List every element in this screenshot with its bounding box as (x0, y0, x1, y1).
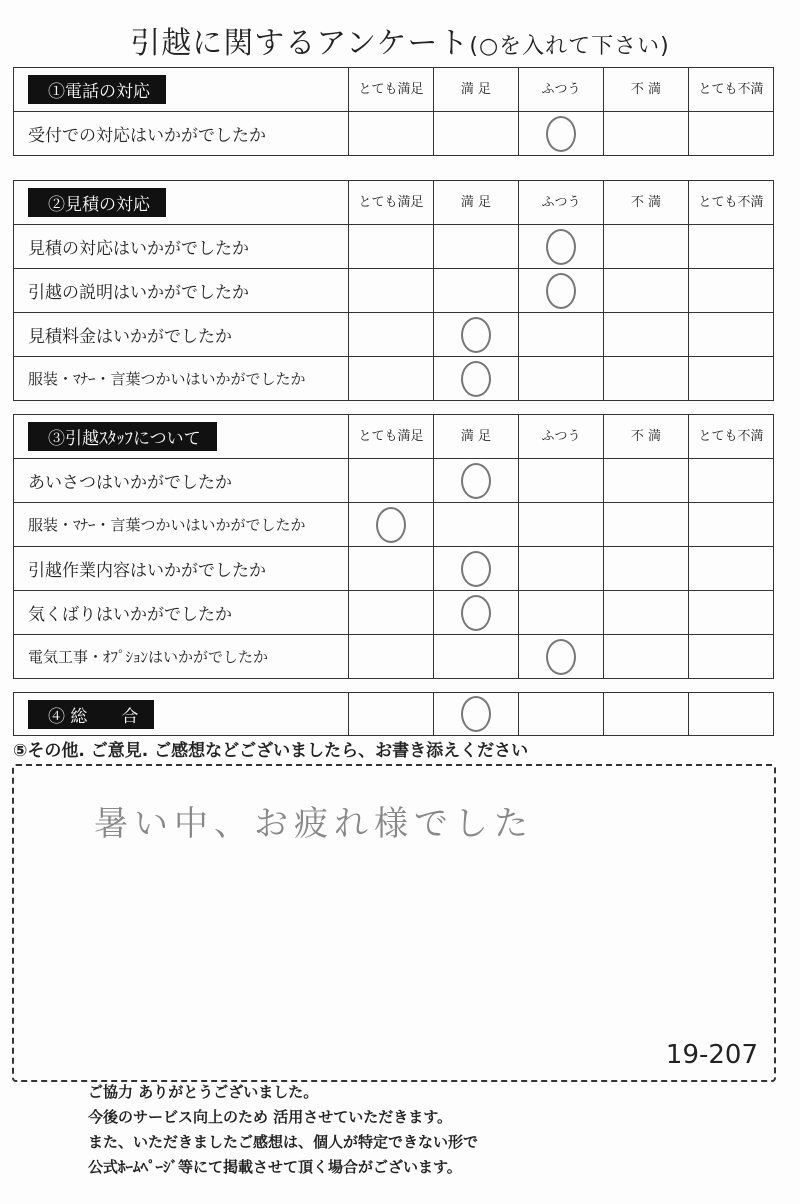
circle-mark (546, 639, 576, 675)
handwritten-comment: 暑い中、お疲れ様でした (94, 804, 534, 844)
scale-label: 満 足 (434, 68, 519, 112)
rating-cell[interactable] (434, 269, 519, 313)
rating-cell[interactable] (434, 313, 519, 357)
question-row (14, 635, 774, 679)
section-header-row (14, 693, 774, 736)
circle-mark (461, 317, 491, 353)
rating-cell[interactable] (689, 357, 774, 401)
scale-label: とても不満 (689, 181, 774, 225)
section-heading-cell (14, 693, 349, 736)
scale-label: 不 満 (604, 68, 689, 112)
circle-mark (546, 229, 576, 265)
scale-label: とても満足 (349, 415, 434, 459)
rating-cell[interactable] (604, 112, 689, 156)
question-row (14, 269, 774, 313)
rating-cell[interactable] (689, 635, 774, 679)
question-row (14, 225, 774, 269)
scale-label: ふつう (519, 68, 604, 112)
scale-label: ふつう (519, 415, 604, 459)
rating-cell[interactable] (689, 503, 774, 547)
rating-cell[interactable] (349, 459, 434, 503)
question-text: 見積料金はいかがでしたか (14, 313, 349, 357)
rating-cell[interactable] (689, 313, 774, 357)
footer-line: ご協力 ありがとうございました。 (88, 1083, 319, 1101)
scale-label: 不 満 (604, 181, 689, 225)
question-row (14, 503, 774, 547)
question-text: 服装・ﾏﾅｰ・言葉つかいはいかがでしたか (14, 357, 349, 401)
section-heading: ④ 総 合 (28, 700, 154, 729)
section-table (13, 414, 774, 679)
scale-label: ふつう (519, 181, 604, 225)
scale-label: とても満足 (349, 68, 434, 112)
rating-cell[interactable] (604, 693, 689, 736)
circle-mark (461, 696, 491, 732)
rating-cell[interactable] (689, 591, 774, 635)
scale-label: とても満足 (349, 181, 434, 225)
section-heading-cell (14, 181, 349, 225)
rating-cell[interactable] (519, 269, 604, 313)
rating-cell[interactable] (519, 459, 604, 503)
question-text: 気くばりはいかがでしたか (14, 591, 349, 635)
page-title (0, 18, 800, 62)
footer-line: 公式ﾎｰﾑﾍﾟｰｼﾞ等にて掲載させて頂く場合がございます。 (88, 1158, 462, 1176)
question-row (14, 547, 774, 591)
rating-cell[interactable] (349, 547, 434, 591)
rating-cell[interactable] (604, 591, 689, 635)
rating-cell[interactable] (349, 269, 434, 313)
title-note: (○を入れて下さい) (469, 34, 670, 59)
rating-cell[interactable] (349, 225, 434, 269)
rating-cell[interactable] (434, 693, 519, 736)
rating-cell[interactable] (604, 313, 689, 357)
question-text: 服装・ﾏﾅｰ・言葉つかいはいかがでしたか (14, 503, 349, 547)
scale-label: 満 足 (434, 181, 519, 225)
section-heading: ①電話の対応 (28, 75, 166, 104)
rating-cell[interactable] (349, 635, 434, 679)
rating-cell[interactable] (519, 591, 604, 635)
rating-cell[interactable] (689, 693, 774, 736)
rating-cell[interactable] (689, 459, 774, 503)
rating-cell[interactable] (519, 357, 604, 401)
section-header-row (14, 415, 774, 459)
rating-cell[interactable] (434, 112, 519, 156)
scale-label: 満 足 (434, 415, 519, 459)
rating-cell[interactable] (689, 547, 774, 591)
rating-cell[interactable] (519, 547, 604, 591)
rating-cell[interactable] (434, 547, 519, 591)
question-text: 引越作業内容はいかがでしたか (14, 547, 349, 591)
footer-note (88, 1080, 478, 1180)
circle-mark (461, 595, 491, 631)
rating-cell[interactable] (434, 503, 519, 547)
footer-line: 今後のサービス向上のため 活用させていただきます。 (88, 1108, 453, 1126)
scale-label: とても不満 (689, 415, 774, 459)
question-row (14, 112, 774, 156)
rating-cell[interactable] (519, 635, 604, 679)
section-header-row (14, 181, 774, 225)
comments-label: ⑤その他. ご意見. ご感想などございましたら、お書き添えください (13, 741, 529, 761)
question-row (14, 459, 774, 503)
circle-mark (546, 273, 576, 309)
title-text: 引越に関するアンケート (130, 26, 470, 61)
comments-box[interactable] (12, 764, 776, 1082)
rating-cell[interactable] (349, 591, 434, 635)
question-text: 電気工事・ｵﾌﾟｼｮﾝはいかがでしたか (14, 635, 349, 679)
section-heading-cell (14, 68, 349, 112)
question-text: あいさつはいかがでしたか (14, 459, 349, 503)
circle-mark (461, 361, 491, 397)
rating-cell[interactable] (434, 459, 519, 503)
question-row (14, 591, 774, 635)
rating-cell[interactable] (519, 313, 604, 357)
question-text: 見積の対応はいかがでしたか (14, 225, 349, 269)
rating-cell[interactable] (434, 225, 519, 269)
section-heading-cell (14, 415, 349, 459)
section-table (13, 67, 774, 156)
rating-cell[interactable] (519, 693, 604, 736)
rating-cell[interactable] (434, 635, 519, 679)
rating-cell[interactable] (434, 591, 519, 635)
section-table (13, 180, 774, 401)
rating-cell[interactable] (604, 635, 689, 679)
circle-mark (376, 507, 406, 543)
rating-cell[interactable] (519, 225, 604, 269)
circle-mark (461, 551, 491, 587)
footer-line: また、いただきましたご感想は、個人が特定できない形で (88, 1133, 479, 1151)
rating-cell[interactable] (519, 112, 604, 156)
rating-cell[interactable] (349, 357, 434, 401)
section-heading: ②見積の対応 (28, 188, 166, 217)
rating-cell[interactable] (689, 225, 774, 269)
rating-cell[interactable] (349, 313, 434, 357)
rating-cell[interactable] (604, 225, 689, 269)
section-table (13, 692, 774, 736)
scale-label: 不 満 (604, 415, 689, 459)
question-text: 受付での対応はいかがでしたか (14, 112, 349, 156)
rating-cell[interactable] (519, 503, 604, 547)
section-heading: ③引越ｽﾀｯﾌについて (28, 422, 217, 451)
rating-cell[interactable] (604, 503, 689, 547)
rating-cell[interactable] (349, 503, 434, 547)
question-text: 引越の説明はいかがでしたか (14, 269, 349, 313)
rating-cell[interactable] (349, 693, 434, 736)
form-code: 19-207 (665, 1040, 758, 1070)
rating-cell[interactable] (689, 112, 774, 156)
rating-cell[interactable] (604, 459, 689, 503)
rating-cell[interactable] (604, 357, 689, 401)
rating-cell[interactable] (689, 269, 774, 313)
circle-mark (546, 116, 576, 152)
circle-mark (461, 463, 491, 499)
rating-cell[interactable] (604, 547, 689, 591)
rating-cell[interactable] (604, 269, 689, 313)
question-row (14, 357, 774, 401)
section-header-row (14, 68, 774, 112)
question-row (14, 313, 774, 357)
rating-cell[interactable] (434, 357, 519, 401)
scale-label: とても不満 (689, 68, 774, 112)
rating-cell[interactable] (349, 112, 434, 156)
